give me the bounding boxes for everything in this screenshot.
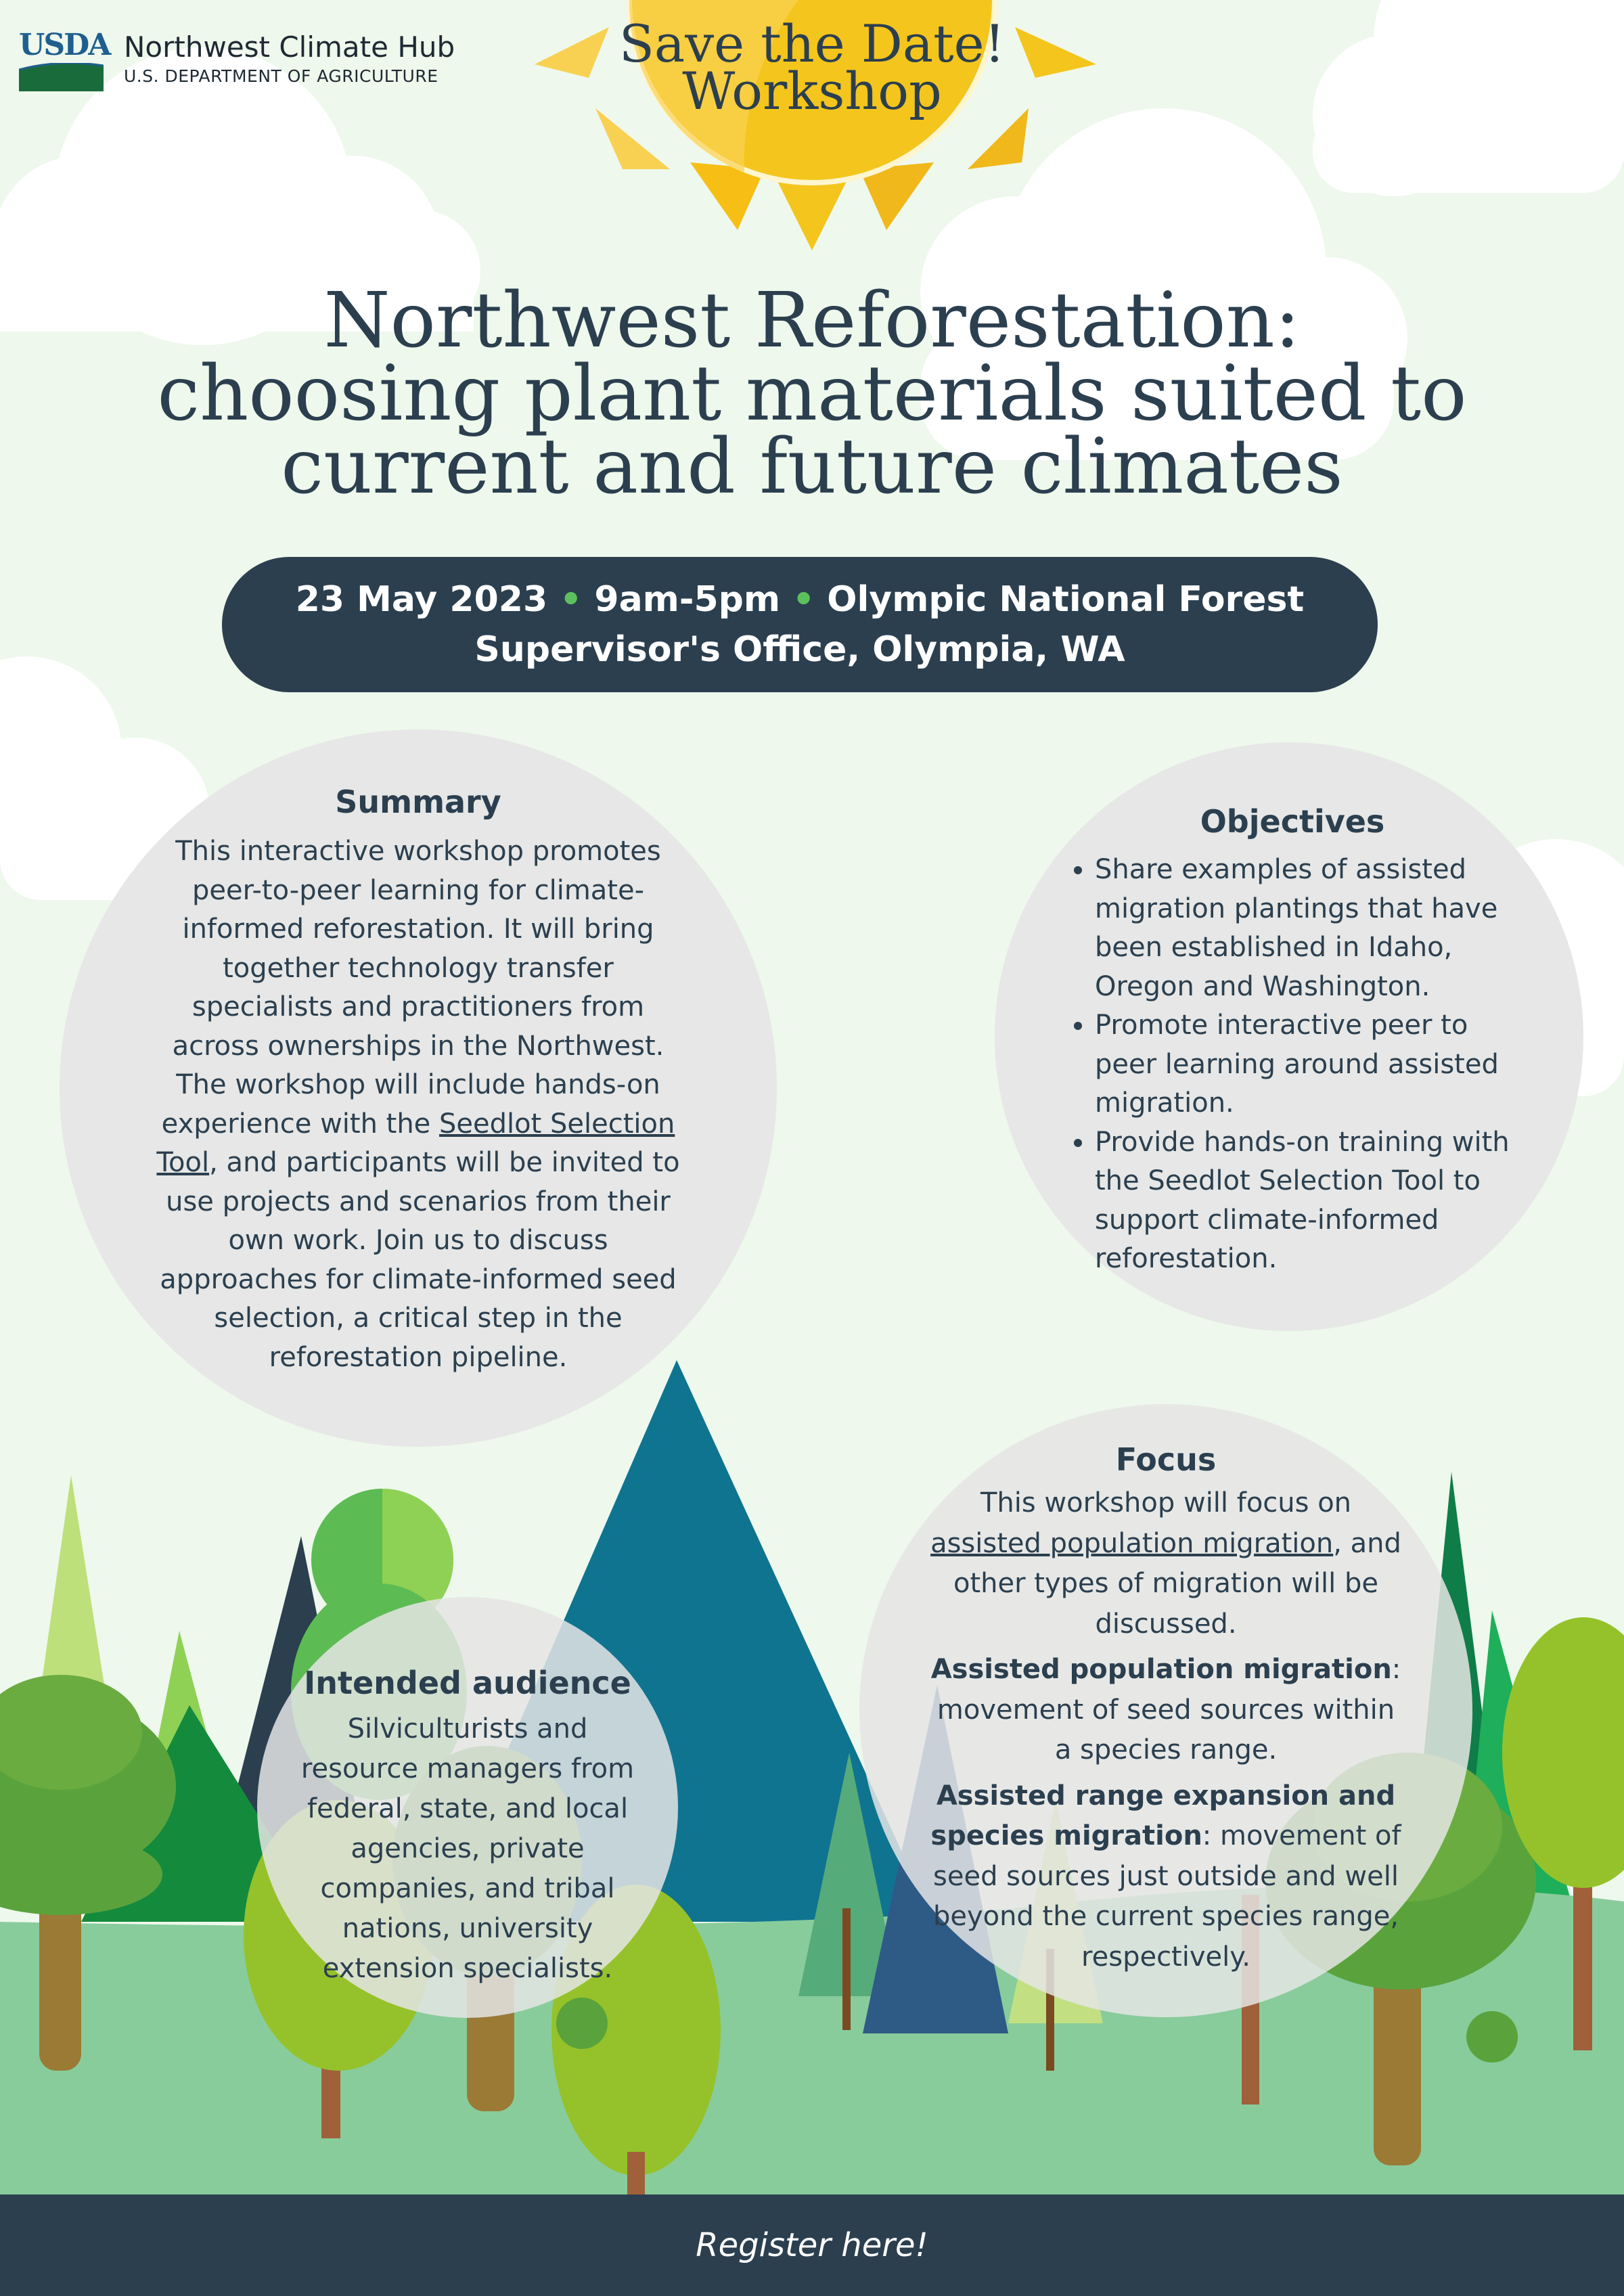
assisted-population-migration-link[interactable]: assisted population migration bbox=[930, 1527, 1334, 1559]
definition-term: Assisted range expansion and species migration bbox=[930, 1780, 1396, 1851]
definition-text: : movement of seed sources just outside and well beyond the current species range, respectively. bbox=[932, 1820, 1401, 1973]
title-line-1: Northwest Reforestation: bbox=[323, 277, 1301, 365]
definition-text: : movement of seed sources within a species range. bbox=[937, 1654, 1401, 1765]
audience-bubble bbox=[257, 1597, 678, 2018]
audience-text: Silviculturists and resource managers from federal, state, and local agencies, private companies, and tribal nations, university extension specialists. bbox=[300, 1713, 635, 1984]
definition-term: Assisted population migration bbox=[930, 1654, 1392, 1685]
event-location-line-2: Supervisor's Office, Olympia, WA bbox=[474, 629, 1125, 670]
objectives-heading: Objectives bbox=[1200, 803, 1385, 840]
title-line-3: current and future climates bbox=[281, 423, 1343, 511]
register-link[interactable]: Register here! bbox=[696, 2226, 928, 2264]
focus-definition-2 bbox=[927, 1776, 1405, 1978]
department-name: U.S. DEPARTMENT OF AGRICULTURE bbox=[124, 66, 438, 86]
summary-text-part: , and participants will be invited to use projects and scenarios from their own work. Join us to discuss approaches for climate-informed seed selection, a critical step in the reforestation pipeline. bbox=[160, 1147, 680, 1373]
objectives-list bbox=[1062, 851, 1522, 1279]
focus-heading: Focus bbox=[1115, 1441, 1217, 1478]
objectives-bubble bbox=[995, 742, 1583, 1331]
focus-intro-part: This workshop will focus on bbox=[980, 1487, 1352, 1518]
separator-dot-icon: • bbox=[560, 579, 583, 620]
summary-text-part: This interactive workshop promotes peer-to-peer learning for climate-informed reforestation. It will bring together technology transfer specialists and practitioners from across ownerships in the Northwest. The workshop will include hands-on experience with the bbox=[161, 836, 664, 1140]
objective-item: • Share examples of assisted migration plantings that have been established in Idaho, Oregon and Washington. bbox=[1095, 851, 1522, 1006]
separator-dot-icon: • bbox=[792, 579, 815, 620]
objective-item: • Provide hands-on training with the Seedlot Selection Tool to support climate-informed reforestation. bbox=[1095, 1123, 1522, 1279]
event-date: 23 May 2023 bbox=[295, 579, 548, 620]
footer-bar bbox=[0, 2194, 1624, 2296]
page-title bbox=[0, 277, 1624, 511]
event-location-line-1: Olympic National Forest bbox=[827, 579, 1305, 620]
summary-bubble bbox=[60, 729, 777, 1447]
banner-line-2: Workshop bbox=[682, 61, 942, 121]
event-time: 9am-5pm bbox=[594, 579, 781, 620]
focus-definition-1 bbox=[927, 1650, 1405, 1771]
title-line-2: choosing plant materials suited to bbox=[157, 350, 1467, 438]
focus-bubble bbox=[859, 1404, 1472, 2017]
summary-heading: Summary bbox=[335, 784, 501, 820]
focus-intro bbox=[927, 1483, 1405, 1644]
seedlot-selection-tool-link[interactable]: Seedlot Selection Tool bbox=[156, 1108, 675, 1178]
objective-item: • Promote interactive peer to peer learning around assisted migration. bbox=[1095, 1006, 1522, 1123]
event-info-bar bbox=[222, 557, 1378, 692]
banner-line-1: Save the Date! bbox=[618, 14, 1006, 74]
hub-name: Northwest Climate Hub bbox=[124, 30, 455, 64]
save-the-date-banner bbox=[0, 14, 1624, 121]
summary-text bbox=[154, 832, 682, 1377]
audience-heading: Intended audience bbox=[304, 1665, 631, 1701]
focus-intro-part: , and other types of migration will be discussed. bbox=[953, 1527, 1401, 1640]
event-info-line-1 bbox=[222, 575, 1378, 625]
usda-logo-text: USDA bbox=[19, 28, 110, 62]
